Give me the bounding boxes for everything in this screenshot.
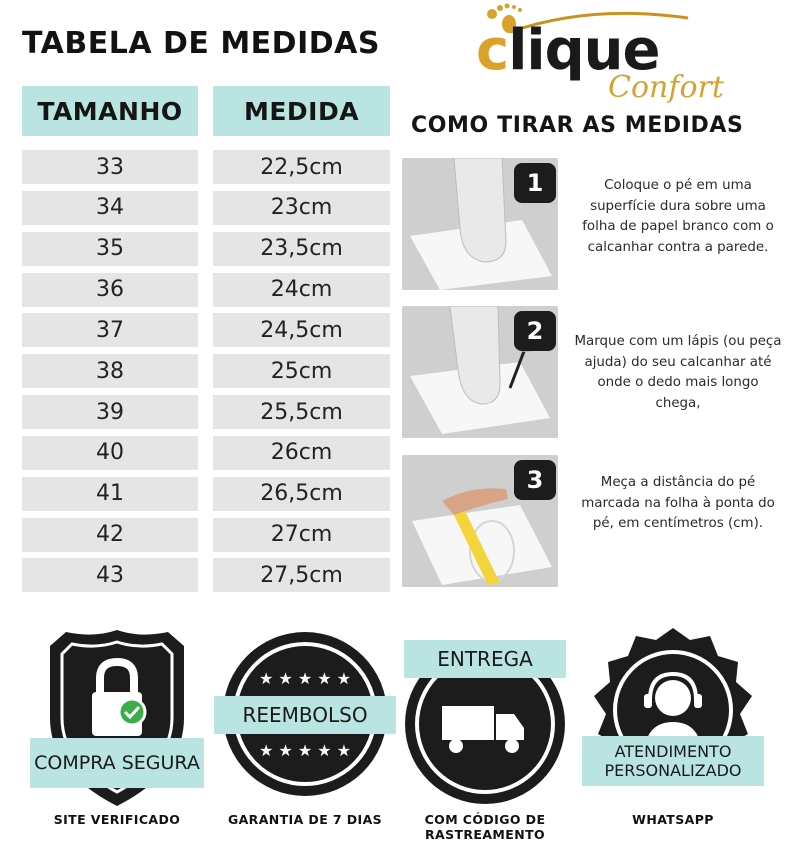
size-cell: 36 [22,273,198,307]
badge-refund [210,622,400,832]
table-row [22,395,390,429]
header-size: TAMANHO [22,86,198,136]
ribbon-label: REEMBOLSO [214,696,396,734]
size-table [22,150,390,599]
size-cell: 33 [22,150,198,184]
size-cell: 34 [22,191,198,225]
size-cell: 38 [22,354,198,388]
size-cell: 42 [22,518,198,552]
step-text: Marque com um lápis (ou peça ajuda) do seu calcanhar até onde o dedo mais longo chega, [574,334,782,411]
table-row [22,191,390,225]
table-row [22,436,390,470]
pencil-tracing-photo [402,306,558,438]
measure-cell: 22,5cm [213,150,390,184]
svg-text:★ ★ ★ ★ ★: ★ ★ ★ ★ ★ [258,741,352,760]
measure-cell: 24,5cm [213,313,390,347]
table-row [22,313,390,347]
step-number: 1 [514,163,556,203]
measure-cell: 24cm [213,273,390,307]
badge-support [578,622,768,832]
svg-text:★ ★ ★ ★ ★: ★ ★ ★ ★ ★ [258,669,352,688]
table-row [22,354,390,388]
size-cell: 39 [22,395,198,429]
ribbon-label: ENTREGA [404,640,566,678]
measure-cell: 25,5cm [213,395,390,429]
badge-caption: SITE VERIFICADO [53,812,181,827]
size-cell: 41 [22,477,198,511]
step-2 [402,306,782,438]
ribbon-label: COMPRA SEGURA [30,738,204,788]
size-cell: 35 [22,232,198,266]
step-number: 2 [514,311,556,351]
step-3 [402,455,782,587]
measure-cell: 26cm [213,436,390,470]
table-row [22,232,390,266]
table-row [22,273,390,307]
measure-cell: 23cm [213,191,390,225]
badge-delivery [390,622,580,842]
size-cell: 37 [22,313,198,347]
brand-sub: Confort [608,70,724,105]
badge-caption: WHATSAPP [632,812,714,827]
table-row [22,518,390,552]
header-measure: MEDIDA [213,86,390,136]
brand-logo [470,2,730,110]
measure-cell: 26,5cm [213,477,390,511]
measure-cell: 23,5cm [213,232,390,266]
badge-caption: GARANTIA DE 7 DIAS [227,812,383,827]
badge-caption: COM CÓDIGO DE RASTREAMENTO [424,812,546,842]
foot-on-paper-photo [402,158,558,290]
step-text: Coloque o pé em uma superfície dura sobre uma folha de papel branco com o calcanhar contra a parede. [582,178,774,255]
brand-name: clique [476,18,660,83]
ribbon-label: ATENDIMENTO PERSONALIZADO [582,736,764,786]
measure-cell: 27,5cm [213,558,390,592]
table-row [22,477,390,511]
tape-measure-photo [402,455,558,587]
badge-secure [22,622,212,832]
page-title: TABELA DE MEDIDAS [22,26,380,61]
step-number: 3 [514,460,556,500]
table-row [22,558,390,592]
size-cell: 40 [22,436,198,470]
step-text: Meça a distância do pé marcada na folha à ponta do pé, em centímetros (cm). [581,475,775,531]
measure-cell: 27cm [213,518,390,552]
step-1 [402,158,782,290]
table-row [22,150,390,184]
measure-cell: 25cm [213,354,390,388]
how-to-title: COMO TIRAR AS MEDIDAS [411,113,744,138]
size-cell: 43 [22,558,198,592]
